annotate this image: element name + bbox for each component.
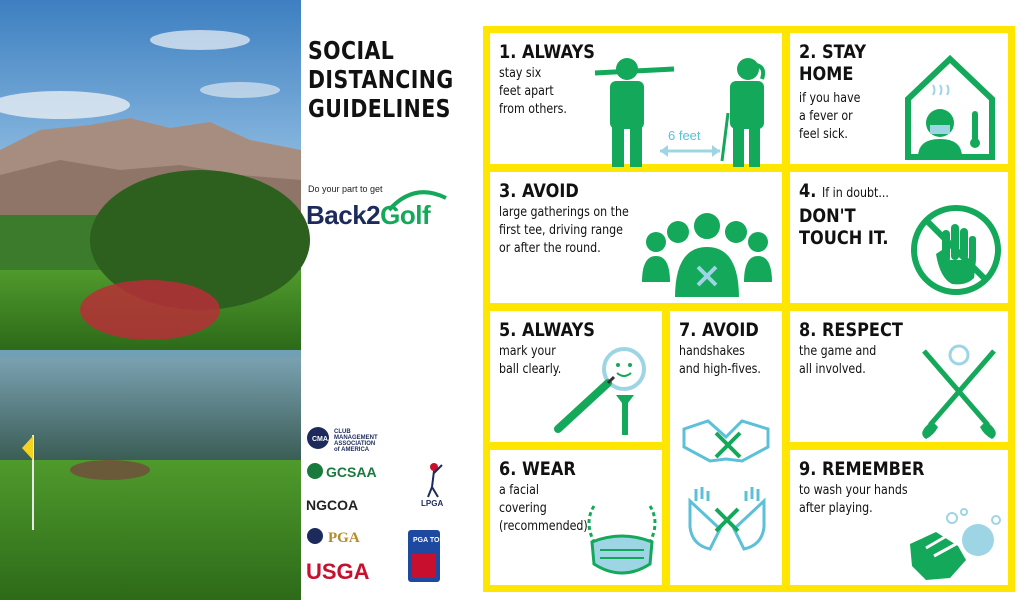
ngcoa-logo	[306, 495, 381, 513]
guideline-7	[670, 311, 782, 585]
guideline-text	[799, 343, 876, 379]
guideline-heading: 5. ALWAYS	[499, 319, 595, 341]
guideline-heading: 3. AVOID	[499, 180, 579, 202]
text-line: if you have	[799, 91, 861, 106]
gcsaa-logo	[306, 461, 381, 481]
guideline-heading: 9. REMEMBER	[799, 458, 925, 480]
marker-ball-icon	[550, 339, 660, 439]
guideline-heading: 7. AVOID	[679, 319, 759, 341]
heading-line: TOUCH IT.	[799, 227, 889, 249]
guideline-2	[790, 33, 1008, 164]
campaign-tagline: Do your part to get	[308, 184, 383, 194]
text-line: and high-fives.	[679, 362, 761, 377]
guideline-text	[799, 90, 860, 144]
text-line: stay six	[499, 66, 542, 81]
text-line: mark your	[499, 344, 556, 359]
guideline-8	[790, 311, 1008, 442]
guideline-text	[499, 482, 588, 536]
text-line: all involved.	[799, 362, 866, 377]
back2golf-logo	[306, 200, 430, 231]
guideline-1	[490, 33, 782, 164]
guideline-3	[490, 172, 782, 303]
usga-logo-text: USGA	[306, 559, 370, 584]
text-line: first tee, driving range	[499, 223, 623, 238]
pga-logo	[306, 526, 381, 546]
title-line: SOCIAL	[308, 36, 395, 65]
text-line: (recommended)	[499, 519, 588, 534]
heading-line: 2. STAY	[799, 41, 867, 63]
title-line: DISTANCING	[308, 65, 454, 94]
sick-person-house-icon	[900, 51, 1000, 161]
cmaa-logo	[306, 425, 386, 451]
pga-tour-logo	[408, 530, 450, 582]
crossed-clubs-icon	[914, 343, 1004, 439]
lpga-logo	[418, 459, 450, 507]
no-touch-hand-icon	[908, 202, 1004, 298]
text-line: feel sick.	[799, 127, 848, 142]
text-line: ball clearly.	[499, 362, 562, 377]
ngcoa-logo-text: NGCOA	[306, 497, 359, 513]
guideline-heading: 1. ALWAYS	[499, 41, 595, 63]
guideline-text	[799, 482, 908, 518]
lpga-logo-text: LPGA	[421, 499, 444, 508]
text-line: a facial	[499, 483, 539, 498]
guidelines-grid	[483, 26, 1015, 592]
partner-logos	[306, 425, 450, 585]
golfers-six-feet-icon	[590, 43, 780, 161]
golf-course-photo	[0, 0, 301, 600]
wash-hands-icon	[906, 508, 1006, 584]
heading-line: DON'T	[799, 205, 856, 227]
heading-line: HOME	[799, 63, 854, 85]
pga-logo-text: PGA	[328, 530, 360, 546]
guideline-heading	[799, 180, 889, 249]
brand-part2: Golf	[380, 200, 431, 230]
page-title	[308, 36, 454, 123]
text-line: from others.	[499, 102, 567, 117]
guideline-5	[490, 311, 662, 442]
heading-line: 4.	[799, 180, 817, 202]
gcsaa-logo-text: GCSAA	[326, 464, 377, 480]
text-line: large gatherings on the	[499, 205, 629, 220]
text-line: covering	[499, 501, 547, 516]
guideline-text	[679, 343, 761, 379]
text-line: feet apart	[499, 84, 554, 99]
text-line: after playing.	[799, 501, 873, 516]
usga-logo	[306, 557, 381, 583]
text-line: the game and	[799, 344, 877, 359]
no-handshake-icon	[680, 409, 774, 579]
heading-small: If in doubt...	[822, 186, 889, 201]
guideline-heading	[799, 41, 866, 85]
guideline-4	[790, 172, 1008, 303]
brand-part1: Back2	[306, 200, 381, 230]
svg-text:of AMERICA: of AMERICA	[334, 447, 370, 453]
text-line: handshakes	[679, 344, 745, 359]
guideline-9	[790, 450, 1008, 585]
text-line: or after the round.	[499, 241, 601, 256]
guideline-6	[490, 450, 662, 585]
guideline-text	[499, 65, 567, 119]
svg-text:CLUB: CLUB	[334, 429, 351, 435]
guideline-heading: 8. RESPECT	[799, 319, 903, 341]
svg-text:ASSOCIATION: ASSOCIATION	[334, 441, 376, 447]
text-line: to wash your hands	[799, 483, 908, 498]
pga-tour-logo-text: PGA TOUR	[413, 537, 450, 544]
title-line: GUIDELINES	[308, 94, 451, 123]
six-feet-label: 6 feet	[668, 128, 701, 143]
guideline-text	[499, 204, 629, 258]
text-line: a fever or	[799, 109, 853, 124]
crowd-crossed-icon	[640, 212, 775, 300]
svg-text:MANAGEMENT: MANAGEMENT	[334, 435, 378, 441]
face-mask-icon	[584, 502, 660, 582]
guideline-heading: 6. WEAR	[499, 458, 576, 480]
cmaa-logo-text: CMAA	[312, 436, 333, 443]
